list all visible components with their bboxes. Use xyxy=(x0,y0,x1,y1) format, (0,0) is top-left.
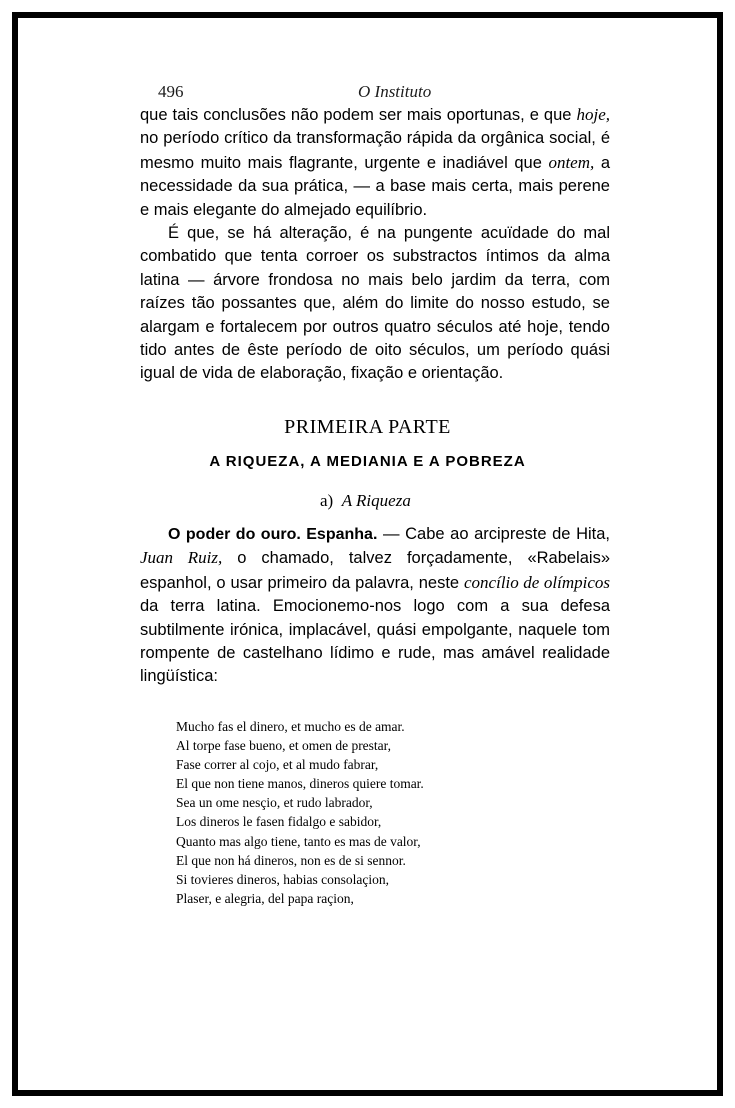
verse-line: Los dineros le fasen fidalgo e sabidor, xyxy=(176,814,382,830)
emphasis: Juan Ruiz, xyxy=(140,548,223,568)
verse-line: El que non há dineros, non es de si sennor. xyxy=(176,852,406,868)
paragraph xyxy=(140,103,610,222)
text-run: — Cabe ao arcipreste de Hita, xyxy=(377,525,611,543)
section-heading: A RIQUEZA, A MEDIANIA E A POBREZA xyxy=(209,453,526,470)
section-text xyxy=(140,523,610,689)
verse-line: Fase correr al cojo, et al mudo fabrar, xyxy=(176,757,379,773)
subsection-letter: a) xyxy=(320,491,334,510)
subsection-heading xyxy=(320,491,411,511)
verse-line: Sea un ome nesçio, et rudo labrador, xyxy=(176,795,373,811)
verse-quotation xyxy=(176,717,536,908)
part-heading: PRIMEIRA PARTE xyxy=(284,416,451,438)
page-number: 496 xyxy=(158,82,184,101)
paragraph: É que, se há alteração, é na pungente acuïdade do mal combatido que tenta corroer os substractos íntimos da alma latina — árvore frondosa no mais belo jardim da terra, com raízes tão possantes que, além do limite do nosso estudo, se alargam e fortalecem por outros quatro séculos até hoje, tendo tido antes de êste período de oito séculos, um período quási igual de vida de elaboração, fixação e orientação. xyxy=(140,224,610,383)
verse-line: Al torpe fase bueno, et omen de prestar, xyxy=(176,738,392,754)
verse-line: Si tovieres dineros, habias consolaçion, xyxy=(176,871,389,887)
text-run: no período crítico da transformação rápida da orgânica social, é mesmo muito mais flagrante, urgente e inadiável que xyxy=(140,129,610,172)
subsection-label: A Riqueza xyxy=(341,491,411,510)
emphasis: hoje, xyxy=(576,105,610,124)
text-run: da terra latina. Emocionemo-nos logo com a sua defesa subtilmente irónica, implacável, quási empolgante, naquele tom rompente de castelhano lídimo e rude, mas amável realidade lingüística: xyxy=(140,597,610,686)
emphasis: concílio de olímpicos xyxy=(464,572,610,592)
emphasis: ontem, xyxy=(548,152,595,172)
intro-text xyxy=(140,103,610,386)
text-run: o chamado, talvez forçadamente, «Rabelais» espanhol, o usar primeiro da palavra, neste xyxy=(140,549,610,592)
verse-line: Mucho fas el dinero, et mucho es de amar. xyxy=(176,719,405,734)
text-run: que tais conclusões não podem ser mais oportunas, e que xyxy=(140,106,577,124)
paragraph xyxy=(140,523,610,689)
text-run: a necessidade da sua prática, — a base mais certa, mais perene e mais elegante do almejado equilíbrio. xyxy=(140,153,610,219)
verse-line: Quanto mas algo tiene, tanto es mas de valor, xyxy=(176,833,421,849)
run-in-heading: O poder do ouro. Espanha. xyxy=(168,526,378,543)
verse-line: Plaser, e alegria, del papa raçion, xyxy=(176,890,354,906)
verse-line: El que non tiene manos, dineros quiere tomar. xyxy=(176,776,424,792)
running-title: O Instituto xyxy=(358,82,432,101)
